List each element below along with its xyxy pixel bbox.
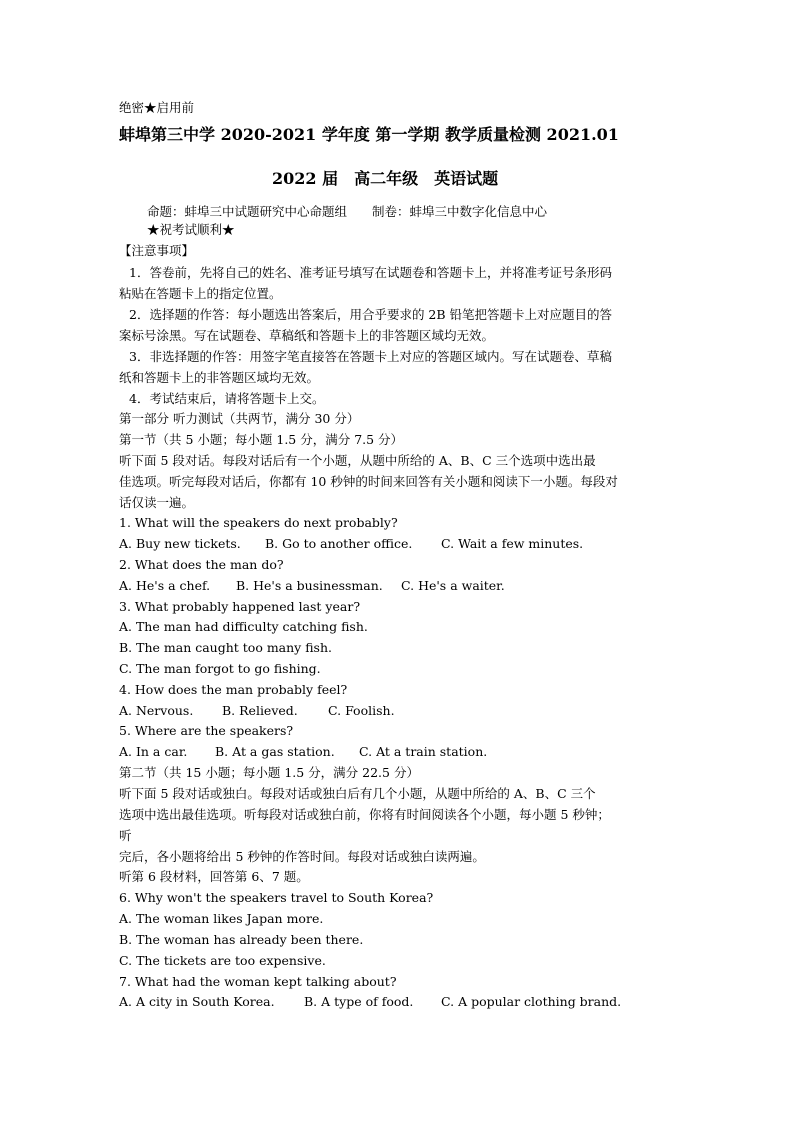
option-a: A. Buy new tickets. xyxy=(119,536,241,551)
option-b: B. He's a businessman. xyxy=(236,578,383,593)
section2-instructions-c: 听 xyxy=(119,828,132,843)
option-b: B. A type of food. xyxy=(304,994,414,1009)
wish-line: ★祝考试顺利★ xyxy=(147,222,235,237)
question-7: 7. What had the woman kept talking about? xyxy=(119,974,397,989)
option-c: C. At a train station. xyxy=(359,744,488,759)
option-a: A. A city in South Korea. xyxy=(119,994,275,1009)
section1-instructions-b: 佳选项。听完每段对话后，你都有 10 秒钟的时间来回答有关小题和阅读下一小题。每段对 xyxy=(119,474,618,489)
option-a: A. He's a chef. xyxy=(119,578,211,593)
section1-title: 第一节（共 5 小题；每小题 1.5 分，满分 7.5 分） xyxy=(119,432,404,447)
option-a: A. In a car. xyxy=(119,744,188,759)
note-2b: 案标号涂黑。写在试题卷、草稿纸和答题卡上的非答题区域均无效。 xyxy=(119,328,495,343)
note-1b: 粘贴在答题卡上的指定位置。 xyxy=(119,286,282,301)
option-a: A. The man had difficulty catching fish. xyxy=(119,619,368,634)
option-a: A. The woman likes Japan more. xyxy=(119,911,324,926)
option-c: C. Wait a few minutes. xyxy=(441,536,584,551)
note-2a: 2．选择题的作答：每小题选出答案后，用合乎要求的 2B 铅笔把答题卡上对应题目的答 xyxy=(129,307,613,322)
option-c: C. The tickets are too expensive. xyxy=(119,953,326,968)
option-c: C. Foolish. xyxy=(328,703,395,718)
note-3a: 3．非选择题的作答：用签字笔直接答在答题卡上对应的答题区域内。写在试题卷、草稿 xyxy=(129,349,612,364)
option-b: B. Relieved. xyxy=(222,703,298,718)
option-b: B. The woman has already been there. xyxy=(119,932,364,947)
material-6-label: 听第 6 段材料，回答第 6、7 题。 xyxy=(119,869,309,884)
section2-instructions-a: 听下面 5 段对话或独白。每段对话或独白后有几个小题，从题中所给的 A、B、C 三个 xyxy=(119,786,596,801)
question-5: 5. Where are the speakers? xyxy=(119,723,294,738)
option-b: B. At a gas station. xyxy=(215,744,335,759)
question-3: 3. What probably happened last year? xyxy=(119,599,361,614)
option-a: A. Nervous. xyxy=(119,703,194,718)
question-4: 4. How does the man probably feel? xyxy=(119,682,348,697)
option-c: C. A popular clothing brand. xyxy=(441,994,622,1009)
section1-instructions-a: 听下面 5 段对话。每段对话后有一个小题，从题中所给的 A、B、C 三个选项中选出最 xyxy=(119,453,596,468)
section2-title: 第二节（共 15 小题；每小题 1.5 分，满分 22.5 分） xyxy=(119,765,419,780)
note-4: 4．考试结束后，请将答题卡上交。 xyxy=(129,391,325,406)
part1-title: 第一部分 听力测试（共两节，满分 30 分） xyxy=(119,411,360,426)
question-2: 2. What does the man do? xyxy=(119,557,284,572)
question-1: 1. What will the speakers do next probably? xyxy=(119,515,398,530)
section2-instructions-d: 完后，各小题将给出 5 秒钟的作答时间。每段对话或独白读两遍。 xyxy=(119,849,485,864)
credits-line: 命题：蚌埠三中试题研究中心命题组 制卷：蚌埠三中数字化信息中心 xyxy=(147,204,548,219)
exam-title: 蚌埠第三中学 2020-2021 学年度 第一学期 教学质量检测 2021.01 xyxy=(119,125,619,144)
question-6: 6. Why won't the speakers travel to South Korea? xyxy=(119,890,434,905)
exam-subtitle: 2022 届 高二年级 英语试题 xyxy=(272,169,499,188)
section1-instructions-c: 话仅读一遍。 xyxy=(119,495,195,510)
option-b: B. Go to another office. xyxy=(265,536,413,551)
option-c: C. The man forgot to go fishing. xyxy=(119,661,321,676)
note-1a: 1．答卷前，先将自己的姓名、准考证号填写在试题卷和答题卡上，并将准考证号条形码 xyxy=(129,265,612,280)
option-b: B. The man caught too many fish. xyxy=(119,640,332,655)
option-c: C. He's a waiter. xyxy=(401,578,505,593)
section2-instructions-b: 选项中选出最佳选项。听每段对话或独白前，你将有时间阅读各个小题，每小题 5 秒钟； xyxy=(119,807,610,822)
secret-label: 绝密★启用前 xyxy=(119,100,195,115)
note-3b: 纸和答题卡上的非答题区域均无效。 xyxy=(119,370,320,385)
notes-heading: 【注意事项】 xyxy=(119,243,195,258)
